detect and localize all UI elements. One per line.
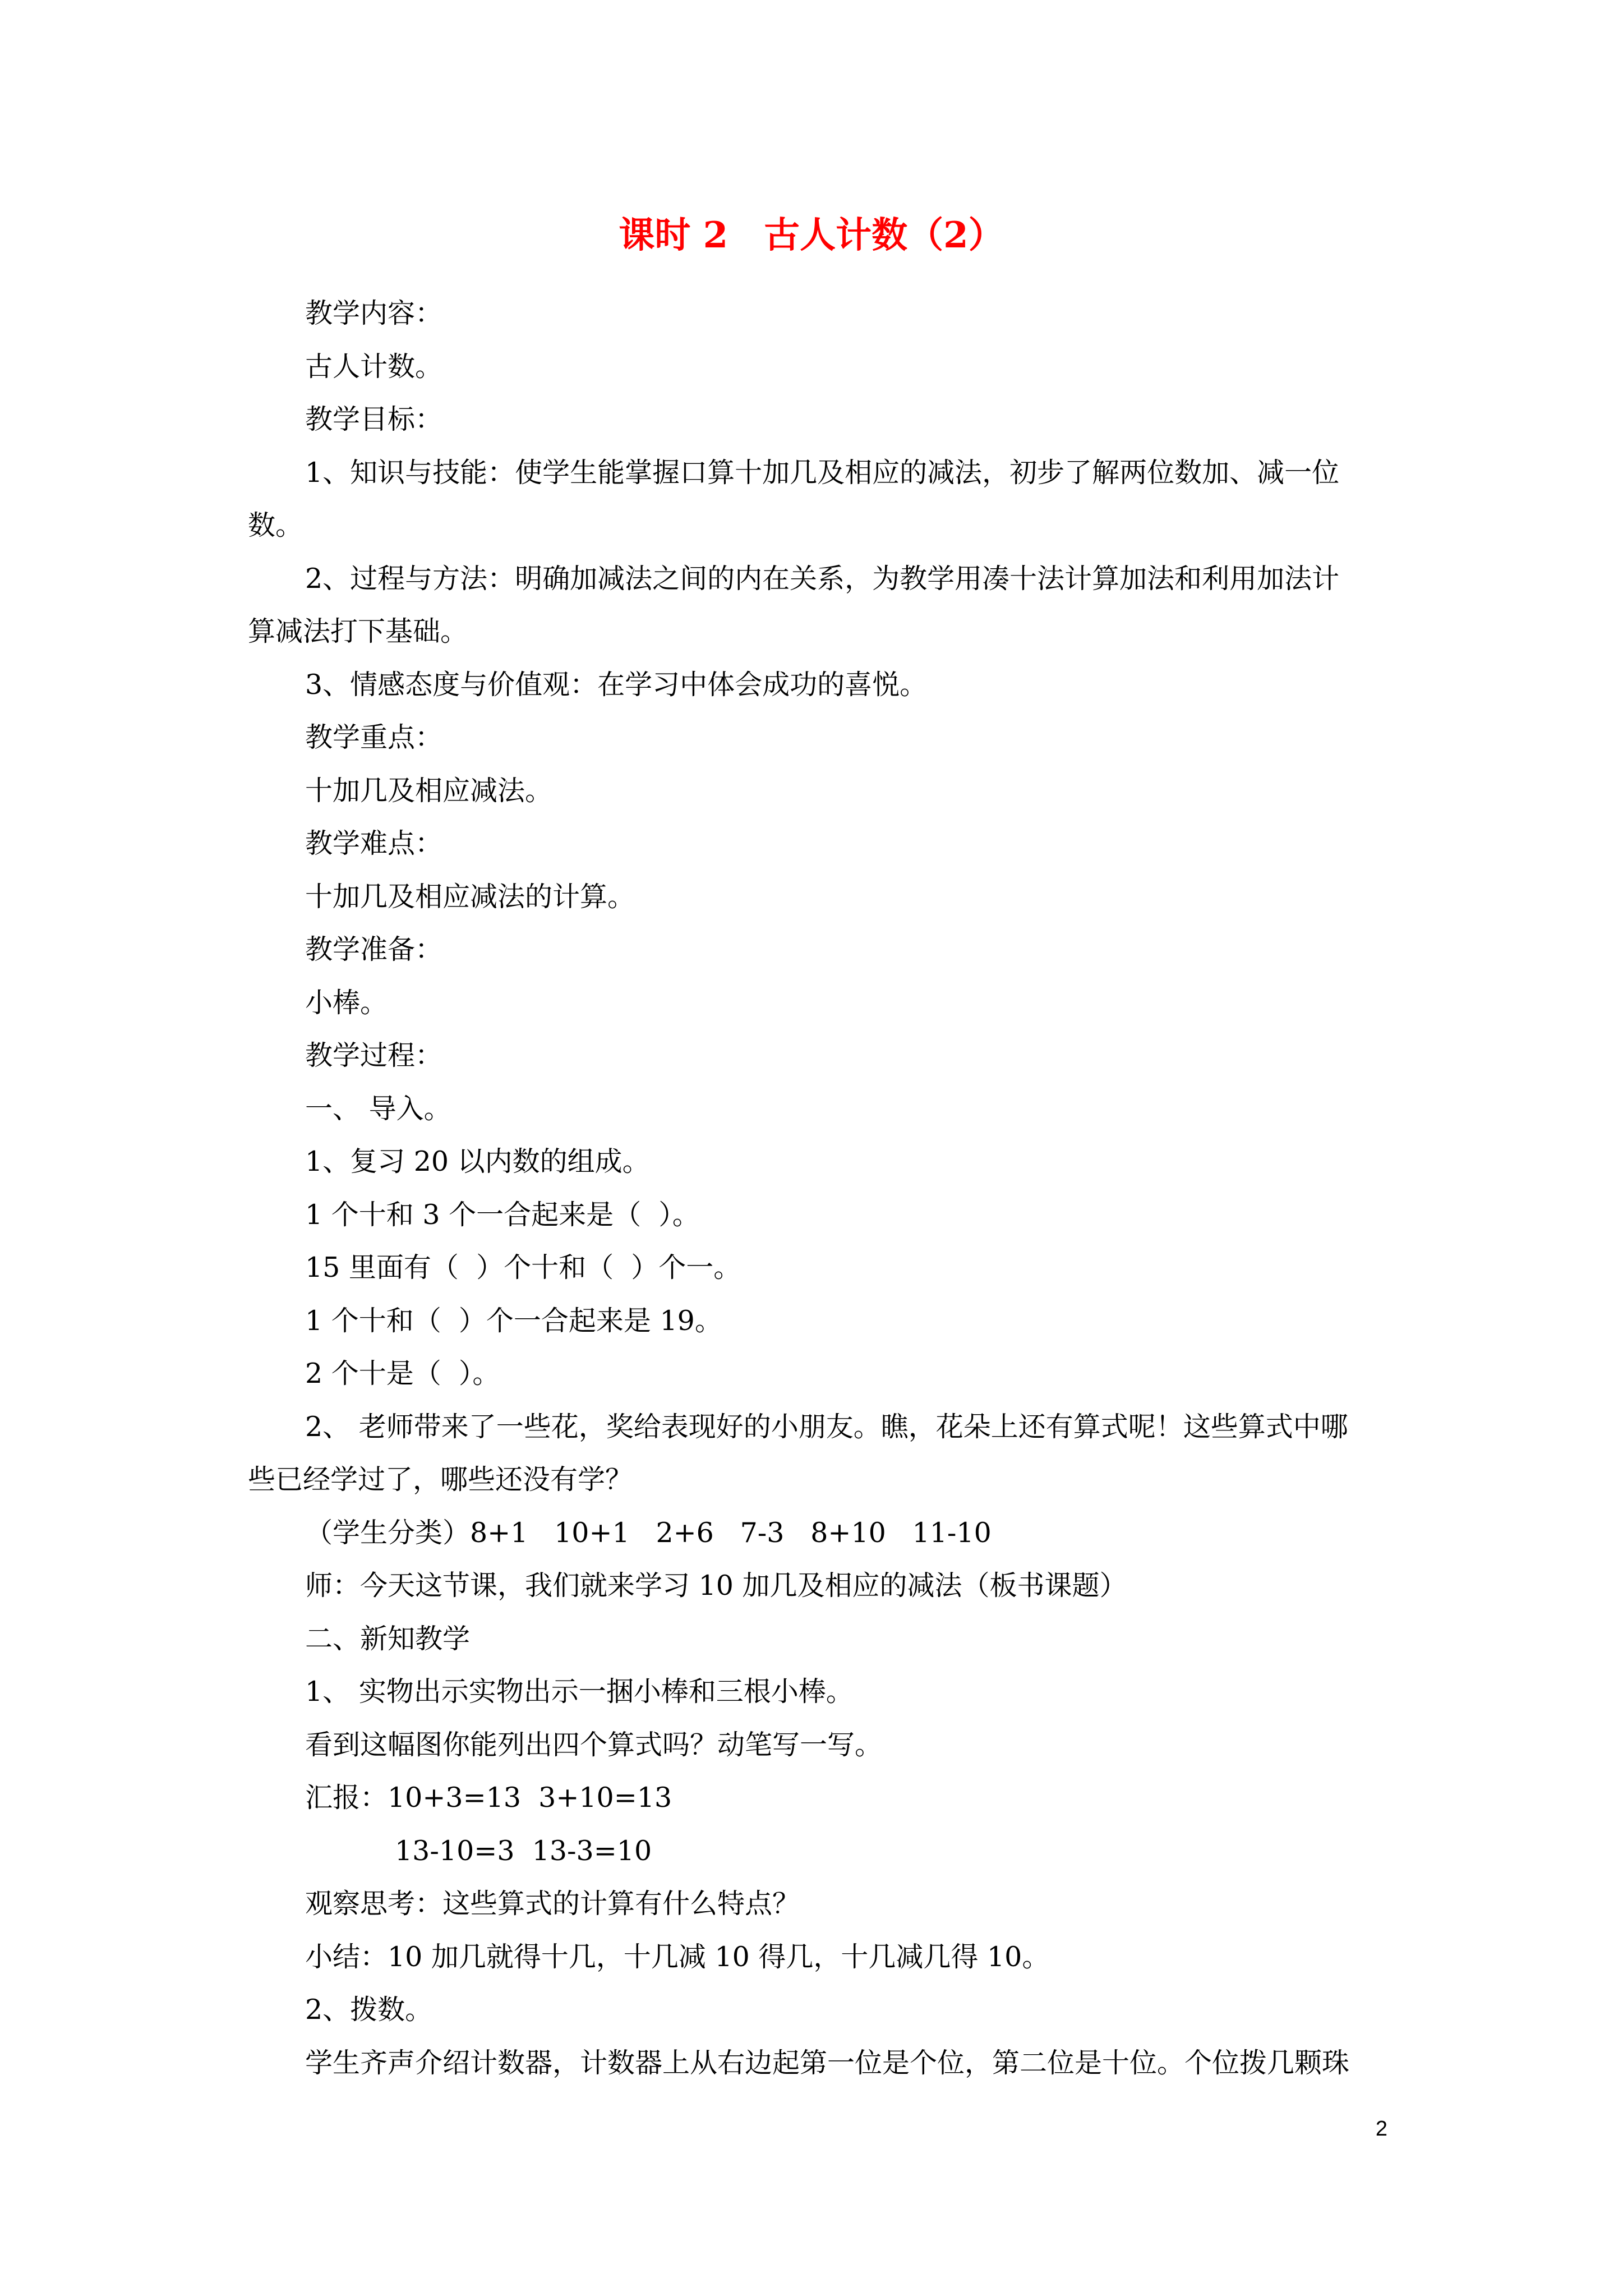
paragraph: 教学难点： [305, 827, 443, 859]
paragraph: 数。 [248, 509, 303, 541]
paragraph: 教学重点： [305, 721, 443, 753]
paragraph: 小棒。 [305, 986, 388, 1019]
paragraph: 二、新知教学 [305, 1622, 471, 1655]
paragraph: 教学准备： [305, 933, 443, 965]
paragraph: 1、复习 20 以内数的组成。 [305, 1145, 650, 1177]
paragraph: 2、过程与方法：明确加减法之间的内在关系，为教学用凑十法计算加法和利用加法计 [305, 562, 1340, 595]
lesson-title: 课时 2 古人计数（2） [619, 214, 1004, 256]
paragraph: 十加几及相应减法。 [305, 774, 553, 807]
paragraph: 一、 导入。 [305, 1092, 451, 1125]
paragraph: 师：今天这节课，我们就来学习 10 加几及相应的减法（板书课题） [305, 1570, 1127, 1602]
paragraph: 13-10=3 13-3=10 [395, 1834, 652, 1867]
paragraph: 3、情感态度与价值观：在学习中体会成功的喜悦。 [305, 668, 928, 701]
paragraph: 2 个十是（ ）。 [305, 1358, 500, 1389]
paragraph: 教学过程： [305, 1039, 443, 1071]
paragraph: 教学目标： [305, 403, 443, 435]
paragraph: 1、知识与技能：使学生能掌握口算十加几及相应的减法，初步了解两位数加、减一位 [305, 456, 1340, 489]
paragraph: 古人计数。 [305, 350, 443, 383]
paragraph: 教学内容： [305, 297, 443, 329]
page-number: 2 [1375, 2117, 1387, 2141]
paragraph: 学生齐声介绍计数器，计数器上从右边起第一位是个位，第二位是十位。个位拨几颗珠 [305, 2046, 1350, 2079]
paragraph: 2、 老师带来了一些花，奖给表现好的小朋友。瞧，花朵上还有算式呢！这些算式中哪 [305, 1410, 1348, 1443]
paragraph: 1、 实物出示实物出示一捆小棒和三根小棒。 [305, 1676, 854, 1708]
paragraph: 十加几及相应减法的计算。 [305, 880, 635, 913]
paragraph: 看到这幅图你能列出四个算式吗？动笔写一写。 [305, 1728, 883, 1761]
paragraph: 2、拨数。 [305, 1994, 433, 2026]
paragraph: 小结：10 加几就得十几，十几减 10 得几，十几减几得 10。 [305, 1940, 1050, 1973]
paragraph: 算减法打下基础。 [248, 615, 468, 647]
paragraph: 些已经学过了，哪些还没有学？ [248, 1464, 633, 1496]
paragraph: 15 里面有（ ）个十和（ ）个一。 [305, 1251, 741, 1283]
paragraph: 汇报：10+3=13 3+10=13 [305, 1782, 672, 1814]
paragraph: （学生分类）8+1 10+1 2+6 7-3 8+10 11-10 [305, 1516, 992, 1549]
lesson-body [248, 287, 1386, 2090]
paragraph: 1 个十和 3 个一合起来是（ ）。 [305, 1198, 700, 1231]
paragraph: 观察思考：这些算式的计算有什么特点？ [305, 1888, 800, 1920]
paragraph: 1 个十和（ ）个一合起来是 19。 [305, 1304, 722, 1337]
